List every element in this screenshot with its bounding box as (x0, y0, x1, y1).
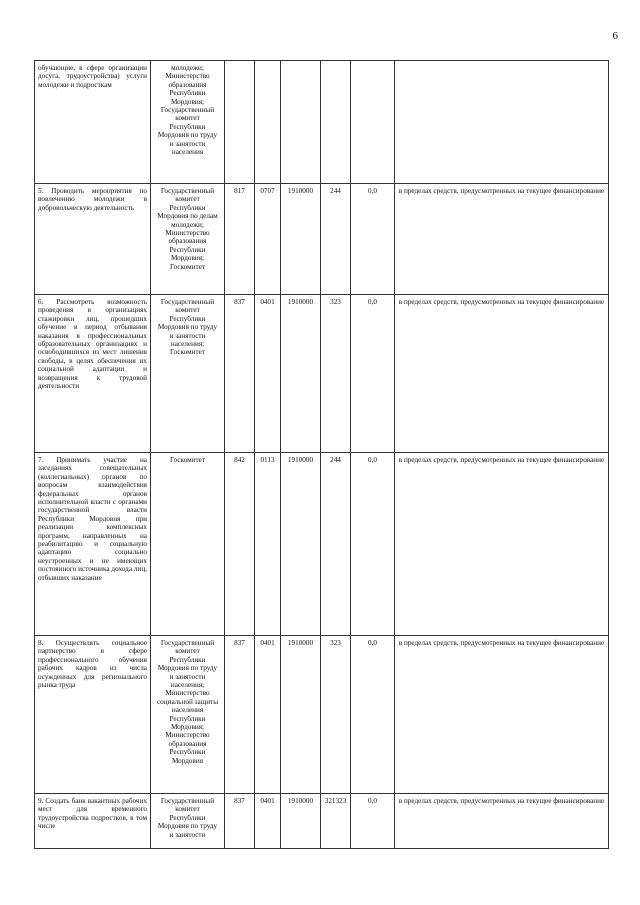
amount-cell: 0,0 (351, 453, 395, 636)
table-row (35, 295, 609, 453)
grbs-cell (225, 61, 255, 184)
section-code-cell: 0401 (255, 794, 281, 849)
activity-cell: 8. Осуществлять социальное партнерство в сфере профессионального обучения рабочих кадров из числа осужденных для регионального рынка труда (35, 636, 151, 794)
expense-type-cell (321, 61, 351, 184)
table-row (35, 61, 609, 184)
funding-note-cell: в пределах средств, предусмотренных на текущее финансирование (395, 453, 609, 636)
table-row (35, 453, 609, 636)
grbs-cell: 837 (225, 794, 255, 849)
amount-cell: 0,0 (351, 184, 395, 295)
expense-type-cell: 323 (321, 636, 351, 794)
responsible-org-cell: Государственный комитет Республики Мордовия по труду и занятости (151, 794, 225, 849)
responsible-org-cell: Государственный комитет Республики Мордовия по труду и занятости населения; Министерство социальной защиты населения Республики Мордовия; Министерство образования Республики Мордовия (151, 636, 225, 794)
table-row (35, 794, 609, 849)
amount-cell: 0,0 (351, 794, 395, 849)
activity-cell: 7. Принимать участие на заседаниях совещательных (коллегиальных) органов по вопросам взаимодействия федеральных органов исполнительной власти с органами государственной власти Республики Мордовия при реализации комплексных программ, направленных на реабилитацию и социальную адаптацию социально неустроенных и не имеющих постоянного источника дохода лиц, отбывших наказание (35, 453, 151, 636)
budget-table (34, 60, 609, 849)
responsible-org-cell: молодежи; Министерство образования Республики Мордовия; Государственный комитет Республики Мордовия по труду и занятости населения (151, 61, 225, 184)
amount-cell (351, 61, 395, 184)
funding-note-cell (395, 61, 609, 184)
section-code-cell: 0401 (255, 636, 281, 794)
section-code-cell: 0401 (255, 295, 281, 453)
expense-type-cell: 244 (321, 453, 351, 636)
section-code-cell: 0707 (255, 184, 281, 295)
section-code-cell (255, 61, 281, 184)
target-article-cell: 1910000 (281, 184, 321, 295)
expense-type-cell: 244 (321, 184, 351, 295)
grbs-cell: 837 (225, 636, 255, 794)
activity-cell: 6. Рассмотреть возможность проведения в организациях стажировки лиц, прошедших обучение в период отбывания наказания в профессиональных образовательных организациях и освободившихся из мест лишения свободы, в целях обеспечения их социальной адаптации и возвращения к трудовой деятельности (35, 295, 151, 453)
responsible-org-cell: Государственный комитет Республики Мордовия по делам молодежи; Министерство образования Республики Мордовия; Госкомитет (151, 184, 225, 295)
section-code-cell: 0113 (255, 453, 281, 636)
target-article-cell: 1910000 (281, 794, 321, 849)
activity-cell: 9. Создать банк вакантных рабочих мест для временного трудоустройства подростков, в том числе (35, 794, 151, 849)
target-article-cell (281, 61, 321, 184)
target-article-cell: 1910000 (281, 295, 321, 453)
table-row (35, 636, 609, 794)
grbs-cell: 837 (225, 295, 255, 453)
amount-cell: 0,0 (351, 295, 395, 453)
funding-note-cell: в пределах средств, предусмотренных на текущее финансирование (395, 636, 609, 794)
activity-cell: обучающие, в сфере организации досуга, трудоустройства) услуги молодежи и подросткам (35, 61, 151, 184)
activity-cell: 5. Проводить мероприятия по вовлечению молодежи в добровольческую деятельность (35, 184, 151, 295)
grbs-cell: 842 (225, 453, 255, 636)
responsible-org-cell: Госкомитет (151, 453, 225, 636)
amount-cell: 0,0 (351, 636, 395, 794)
funding-note-cell: в пределах средств, предусмотренных на текущее финансирование (395, 184, 609, 295)
responsible-org-cell: Государственный комитет Республики Мордовия по труду и занятости населения; Госкомитет (151, 295, 225, 453)
target-article-cell: 1910000 (281, 636, 321, 794)
funding-note-cell: в пределах средств, предусмотренных на текущее финансирование (395, 295, 609, 453)
page-number: 6 (612, 30, 618, 42)
target-article-cell: 1910000 (281, 453, 321, 636)
expense-type-cell: 323 (321, 295, 351, 453)
funding-note-cell: в пределах средств, предусмотренных на текущее финансирование (395, 794, 609, 849)
expense-type-cell: 321323 (321, 794, 351, 849)
table-row (35, 184, 609, 295)
grbs-cell: 817 (225, 184, 255, 295)
